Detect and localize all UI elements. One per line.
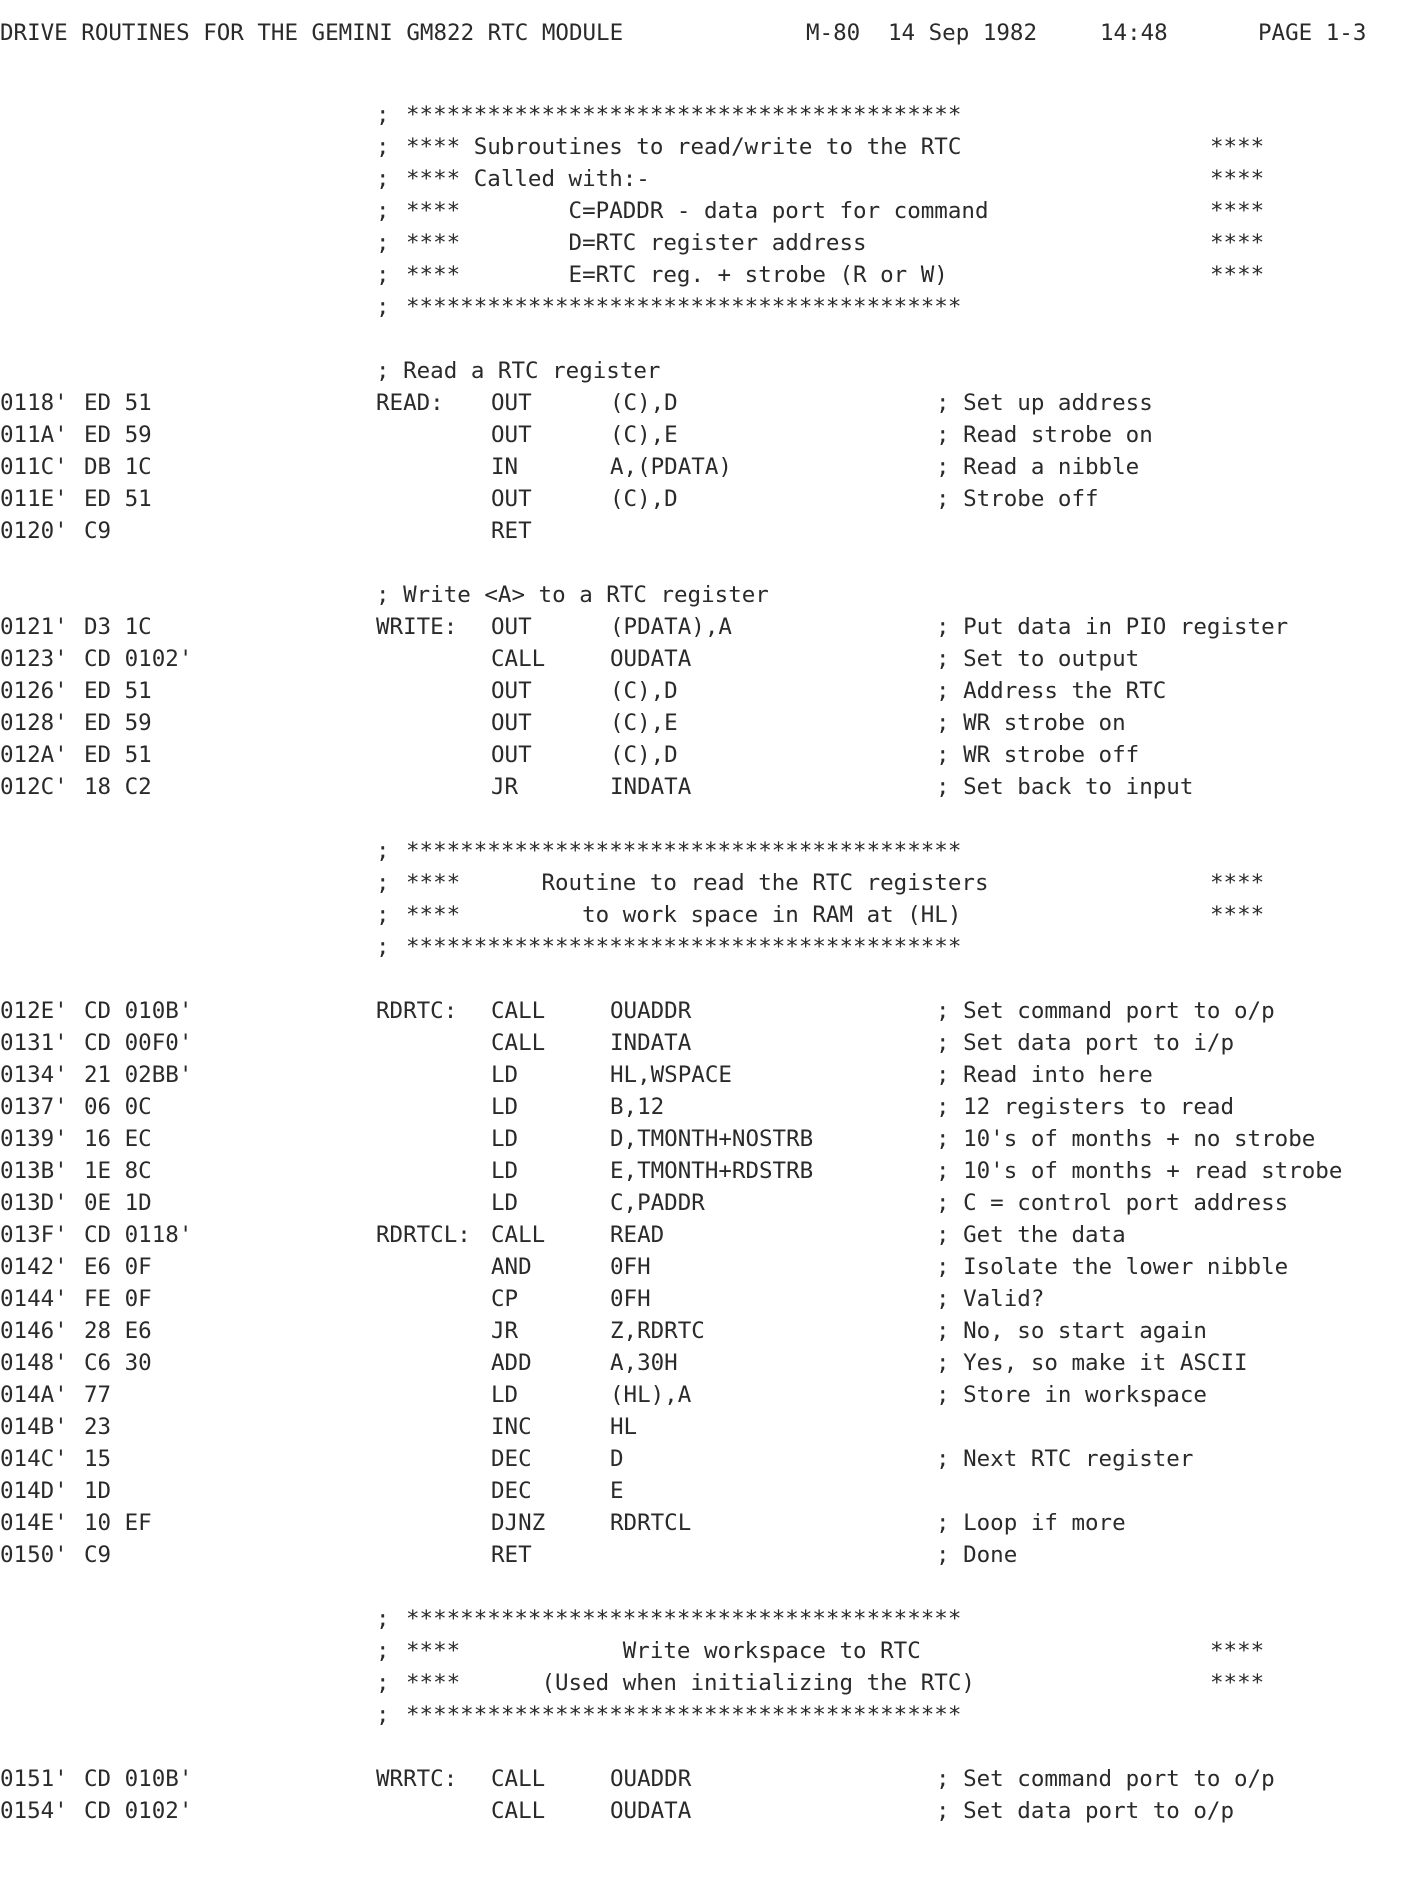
- object-code: 77: [84, 1382, 112, 1408]
- comment-semicolon: ;: [376, 934, 390, 960]
- code-line: [0, 1254, 1426, 1284]
- line-comment: ; Strobe off: [936, 486, 1099, 512]
- code-line: [0, 678, 1426, 708]
- code-line: [0, 1510, 1426, 1540]
- line-comment: ; Get the data: [936, 1222, 1126, 1248]
- operand: (C),D: [610, 742, 678, 768]
- comment-semicolon: ;: [376, 1638, 390, 1664]
- address: 013D': [0, 1190, 68, 1216]
- address: 0137': [0, 1094, 68, 1120]
- mnemonic: OUT: [491, 742, 532, 768]
- mnemonic: CALL: [491, 1222, 546, 1248]
- mnemonic: ADD: [491, 1350, 532, 1376]
- mnemonic: CALL: [491, 998, 546, 1024]
- object-code: C9: [84, 518, 112, 544]
- comment-box-line: [0, 1670, 1426, 1700]
- mnemonic: DEC: [491, 1478, 532, 1504]
- comment-semicolon: ;: [376, 1702, 390, 1728]
- code-line: [0, 1126, 1426, 1156]
- operand: (C),E: [610, 710, 678, 736]
- comment-semicolon: ;: [376, 198, 390, 224]
- comment-semicolon: ;: [376, 294, 390, 320]
- mnemonic: CALL: [491, 1030, 546, 1056]
- object-code: 10 EF: [84, 1510, 152, 1536]
- object-code: ED 51: [84, 742, 152, 768]
- line-comment: ; Read into here: [936, 1062, 1153, 1088]
- line-comment: ; Isolate the lower nibble: [936, 1254, 1289, 1280]
- code-line: [0, 1318, 1426, 1348]
- comment-box-line: [0, 870, 1426, 900]
- comment-box-border: [0, 934, 1426, 964]
- operand: B,12: [610, 1094, 665, 1120]
- header-date: 14 Sep 1982: [888, 20, 1038, 46]
- label: WRRTC:: [376, 1766, 458, 1792]
- object-code: FE 0F: [84, 1286, 152, 1312]
- operand: D: [610, 1446, 624, 1472]
- operand: INDATA: [610, 1030, 692, 1056]
- operand: A,30H: [610, 1350, 678, 1376]
- asterisk-bar: *****************************************: [406, 294, 962, 320]
- line-comment: ; Address the RTC: [936, 678, 1167, 704]
- comment-box-text: **** to work space in RAM at (HL): [406, 902, 962, 928]
- object-code: CD 0118': [84, 1222, 193, 1248]
- code-line: [0, 1158, 1426, 1188]
- comment-text: ; Read a RTC register: [376, 358, 661, 384]
- operand: INDATA: [610, 774, 692, 800]
- comment-box-text: **** D=RTC register address: [406, 230, 867, 256]
- address: 0126': [0, 678, 68, 704]
- operand: OUDATA: [610, 646, 692, 672]
- mnemonic: JR: [491, 774, 519, 800]
- address: 0128': [0, 710, 68, 736]
- line-comment: ; Done: [936, 1542, 1018, 1568]
- object-code: DB 1C: [84, 454, 152, 480]
- comment-box-text: **** (Used when initializing the RTC): [406, 1670, 975, 1696]
- object-code: E6 0F: [84, 1254, 152, 1280]
- object-code: 23: [84, 1414, 112, 1440]
- header-page-number: PAGE 1-3: [1258, 20, 1367, 46]
- label: RDRTC:: [376, 998, 458, 1024]
- comment-semicolon: ;: [376, 102, 390, 128]
- address: 011E': [0, 486, 68, 512]
- address: 012C': [0, 774, 68, 800]
- mnemonic: CALL: [491, 646, 546, 672]
- asterisk-bar: *****************************************: [406, 1606, 962, 1632]
- mnemonic: IN: [491, 454, 519, 480]
- mnemonic: OUT: [491, 614, 532, 640]
- address: 0139': [0, 1126, 68, 1152]
- code-line: [0, 1222, 1426, 1252]
- code-line: [0, 1030, 1426, 1060]
- code-line: [0, 1446, 1426, 1476]
- comment-semicolon: ;: [376, 1670, 390, 1696]
- asterisk-bar: *****************************************: [406, 1702, 962, 1728]
- code-line: [0, 614, 1426, 644]
- code-line: [0, 486, 1426, 516]
- mnemonic: CP: [491, 1286, 519, 1312]
- operand: READ: [610, 1222, 665, 1248]
- object-code: 16 EC: [84, 1126, 152, 1152]
- line-comment: ; C = control port address: [936, 1190, 1289, 1216]
- object-code: 28 E6: [84, 1318, 152, 1344]
- operand: 0FH: [610, 1254, 651, 1280]
- operand: HL: [610, 1414, 638, 1440]
- comment-box-text: **** Subroutines to read/write to the RTC: [406, 134, 962, 160]
- mnemonic: LD: [491, 1062, 519, 1088]
- comment-box-border: [0, 294, 1426, 324]
- comment-box-line: [0, 902, 1426, 932]
- code-line: [0, 1350, 1426, 1380]
- comment-box-tail: ****: [1210, 198, 1265, 224]
- comment-box-line: [0, 166, 1426, 196]
- line-comment: ; WR strobe on: [936, 710, 1126, 736]
- address: 013B': [0, 1158, 68, 1184]
- mnemonic: INC: [491, 1414, 532, 1440]
- address: 0123': [0, 646, 68, 672]
- operand: A,(PDATA): [610, 454, 732, 480]
- comment-box-tail: ****: [1210, 870, 1265, 896]
- code-line: [0, 1094, 1426, 1124]
- line-comment: ; Yes, so make it ASCII: [936, 1350, 1248, 1376]
- code-line: [0, 710, 1426, 740]
- operand: C,PADDR: [610, 1190, 705, 1216]
- comment-text: ; Write <A> to a RTC register: [376, 582, 769, 608]
- operand: (C),D: [610, 678, 678, 704]
- asterisk-bar: *****************************************: [406, 934, 962, 960]
- comment-semicolon: ;: [376, 166, 390, 192]
- asterisk-bar: *****************************************: [406, 838, 962, 864]
- comment-box-border: [0, 838, 1426, 868]
- code-line: [0, 454, 1426, 484]
- operand: E,TMONTH+RDSTRB: [610, 1158, 814, 1184]
- comment-box-line: [0, 230, 1426, 260]
- code-line: [0, 422, 1426, 452]
- code-line: [0, 998, 1426, 1028]
- comment-semicolon: ;: [376, 1606, 390, 1632]
- mnemonic: OUT: [491, 486, 532, 512]
- mnemonic: JR: [491, 1318, 519, 1344]
- comment-box-tail: ****: [1210, 902, 1265, 928]
- line-comment: ; Set back to input: [936, 774, 1194, 800]
- comment-box-text: **** C=PADDR - data port for command: [406, 198, 989, 224]
- address: 011C': [0, 454, 68, 480]
- label: WRITE:: [376, 614, 458, 640]
- mnemonic: RET: [491, 1542, 532, 1568]
- address: 014E': [0, 1510, 68, 1536]
- mnemonic: OUT: [491, 678, 532, 704]
- mnemonic: CALL: [491, 1766, 546, 1792]
- line-comment: ; Put data in PIO register: [936, 614, 1289, 640]
- address: 014A': [0, 1382, 68, 1408]
- address: 013F': [0, 1222, 68, 1248]
- comment-box-line: [0, 134, 1426, 164]
- line-comment: ; Loop if more: [936, 1510, 1126, 1536]
- address: 0120': [0, 518, 68, 544]
- address: 0144': [0, 1286, 68, 1312]
- comment-box-line: [0, 198, 1426, 228]
- mnemonic: LD: [491, 1158, 519, 1184]
- code-line: [0, 1798, 1426, 1828]
- code-line: [0, 774, 1426, 804]
- operand: D,TMONTH+NOSTRB: [610, 1126, 814, 1152]
- line-comment: ; 10's of months + read strobe: [936, 1158, 1343, 1184]
- object-code: C6 30: [84, 1350, 152, 1376]
- operand: Z,RDRTC: [610, 1318, 705, 1344]
- comment-box-border: [0, 1606, 1426, 1636]
- comment-box-text: **** Routine to read the RTC registers: [406, 870, 989, 896]
- line-comment: ; Set command port to o/p: [936, 1766, 1275, 1792]
- line-comment: ; Set data port to o/p: [936, 1798, 1235, 1824]
- comment-box-tail: ****: [1210, 1670, 1265, 1696]
- comment-box-tail: ****: [1210, 230, 1265, 256]
- comment-box-tail: ****: [1210, 134, 1265, 160]
- address: 0121': [0, 614, 68, 640]
- code-line: [0, 1414, 1426, 1444]
- mnemonic: AND: [491, 1254, 532, 1280]
- operand: (C),E: [610, 422, 678, 448]
- code-line: [0, 1286, 1426, 1316]
- code-line: [0, 390, 1426, 420]
- mnemonic: CALL: [491, 1798, 546, 1824]
- line-comment: ; Set data port to i/p: [936, 1030, 1235, 1056]
- code-line: [0, 1478, 1426, 1508]
- address: 0134': [0, 1062, 68, 1088]
- comment-semicolon: ;: [376, 134, 390, 160]
- object-code: 15: [84, 1446, 112, 1472]
- comment-box-tail: ****: [1210, 1638, 1265, 1664]
- address: 0148': [0, 1350, 68, 1376]
- line-comment: ; Read strobe on: [936, 422, 1153, 448]
- address: 014D': [0, 1478, 68, 1504]
- line-comment: ; WR strobe off: [936, 742, 1140, 768]
- operand: HL,WSPACE: [610, 1062, 732, 1088]
- mnemonic: LD: [491, 1382, 519, 1408]
- line-comment: ; Set up address: [936, 390, 1153, 416]
- address: 012E': [0, 998, 68, 1024]
- address: 0154': [0, 1798, 68, 1824]
- object-code: ED 51: [84, 486, 152, 512]
- section-comment: [0, 582, 1426, 612]
- comment-box-text: **** Called with:-: [406, 166, 650, 192]
- object-code: CD 010B': [84, 1766, 193, 1792]
- object-code: ED 59: [84, 422, 152, 448]
- address: 0146': [0, 1318, 68, 1344]
- mnemonic: LD: [491, 1094, 519, 1120]
- code-line: [0, 518, 1426, 548]
- comment-semicolon: ;: [376, 870, 390, 896]
- object-code: CD 00F0': [84, 1030, 193, 1056]
- header-assembler: M-80: [806, 20, 861, 46]
- mnemonic: DEC: [491, 1446, 532, 1472]
- code-line: [0, 742, 1426, 772]
- comment-box-tail: ****: [1210, 262, 1265, 288]
- address: 0151': [0, 1766, 68, 1792]
- comment-box-tail: ****: [1210, 166, 1265, 192]
- code-line: [0, 1062, 1426, 1092]
- line-comment: ; 10's of months + no strobe: [936, 1126, 1316, 1152]
- label: READ:: [376, 390, 444, 416]
- object-code: ED 51: [84, 678, 152, 704]
- operand: RDRTCL: [610, 1510, 692, 1536]
- comment-semicolon: ;: [376, 902, 390, 928]
- object-code: C9: [84, 1542, 112, 1568]
- operand: (C),D: [610, 390, 678, 416]
- comment-box-text: **** E=RTC reg. + strobe (R or W): [406, 262, 948, 288]
- code-line: [0, 646, 1426, 676]
- code-line: [0, 1542, 1426, 1572]
- operand: OUADDR: [610, 998, 692, 1024]
- mnemonic: LD: [491, 1126, 519, 1152]
- comment-box-text: **** Write workspace to RTC: [406, 1638, 921, 1664]
- line-comment: ; Read a nibble: [936, 454, 1140, 480]
- mnemonic: LD: [491, 1190, 519, 1216]
- operand: OUADDR: [610, 1766, 692, 1792]
- object-code: D3 1C: [84, 614, 152, 640]
- comment-semicolon: ;: [376, 230, 390, 256]
- address: 014C': [0, 1446, 68, 1472]
- object-code: 21 02BB': [84, 1062, 193, 1088]
- object-code: 1E 8C: [84, 1158, 152, 1184]
- object-code: ED 51: [84, 390, 152, 416]
- mnemonic: RET: [491, 518, 532, 544]
- address: 011A': [0, 422, 68, 448]
- address: 014B': [0, 1414, 68, 1440]
- comment-semicolon: ;: [376, 838, 390, 864]
- comment-semicolon: ;: [376, 262, 390, 288]
- object-code: CD 0102': [84, 1798, 193, 1824]
- object-code: CD 0102': [84, 646, 193, 672]
- comment-box-line: [0, 262, 1426, 292]
- line-comment: ; Set command port to o/p: [936, 998, 1275, 1024]
- operand: (PDATA),A: [610, 614, 732, 640]
- object-code: 1D: [84, 1478, 112, 1504]
- code-line: [0, 1190, 1426, 1220]
- code-line: [0, 1766, 1426, 1796]
- section-comment: [0, 358, 1426, 388]
- object-code: 18 C2: [84, 774, 152, 800]
- operand: (C),D: [610, 486, 678, 512]
- mnemonic: OUT: [491, 390, 532, 416]
- operand: 0FH: [610, 1286, 651, 1312]
- object-code: 06 0C: [84, 1094, 152, 1120]
- address: 0150': [0, 1542, 68, 1568]
- line-comment: ; Store in workspace: [936, 1382, 1207, 1408]
- header-time: 14:48: [1100, 20, 1168, 46]
- object-code: CD 010B': [84, 998, 193, 1024]
- asterisk-bar: *****************************************: [406, 102, 962, 128]
- comment-box-line: [0, 1638, 1426, 1668]
- mnemonic: OUT: [491, 422, 532, 448]
- object-code: ED 59: [84, 710, 152, 736]
- operand: (HL),A: [610, 1382, 692, 1408]
- line-comment: ; Set to output: [936, 646, 1140, 672]
- code-line: [0, 1382, 1426, 1412]
- mnemonic: OUT: [491, 710, 532, 736]
- address: 0118': [0, 390, 68, 416]
- address: 0131': [0, 1030, 68, 1056]
- comment-box-border: [0, 1702, 1426, 1732]
- operand: E: [610, 1478, 624, 1504]
- header-title: DRIVE ROUTINES FOR THE GEMINI GM822 RTC MODULE: [0, 20, 624, 46]
- line-comment: ; 12 registers to read: [936, 1094, 1235, 1120]
- mnemonic: DJNZ: [491, 1510, 546, 1536]
- address: 0142': [0, 1254, 68, 1280]
- address: 012A': [0, 742, 68, 768]
- line-comment: ; Next RTC register: [936, 1446, 1194, 1472]
- operand: OUDATA: [610, 1798, 692, 1824]
- comment-box-border: [0, 102, 1426, 132]
- label: RDRTCL:: [376, 1222, 471, 1248]
- object-code: 0E 1D: [84, 1190, 152, 1216]
- line-comment: ; No, so start again: [936, 1318, 1207, 1344]
- line-comment: ; Valid?: [936, 1286, 1045, 1312]
